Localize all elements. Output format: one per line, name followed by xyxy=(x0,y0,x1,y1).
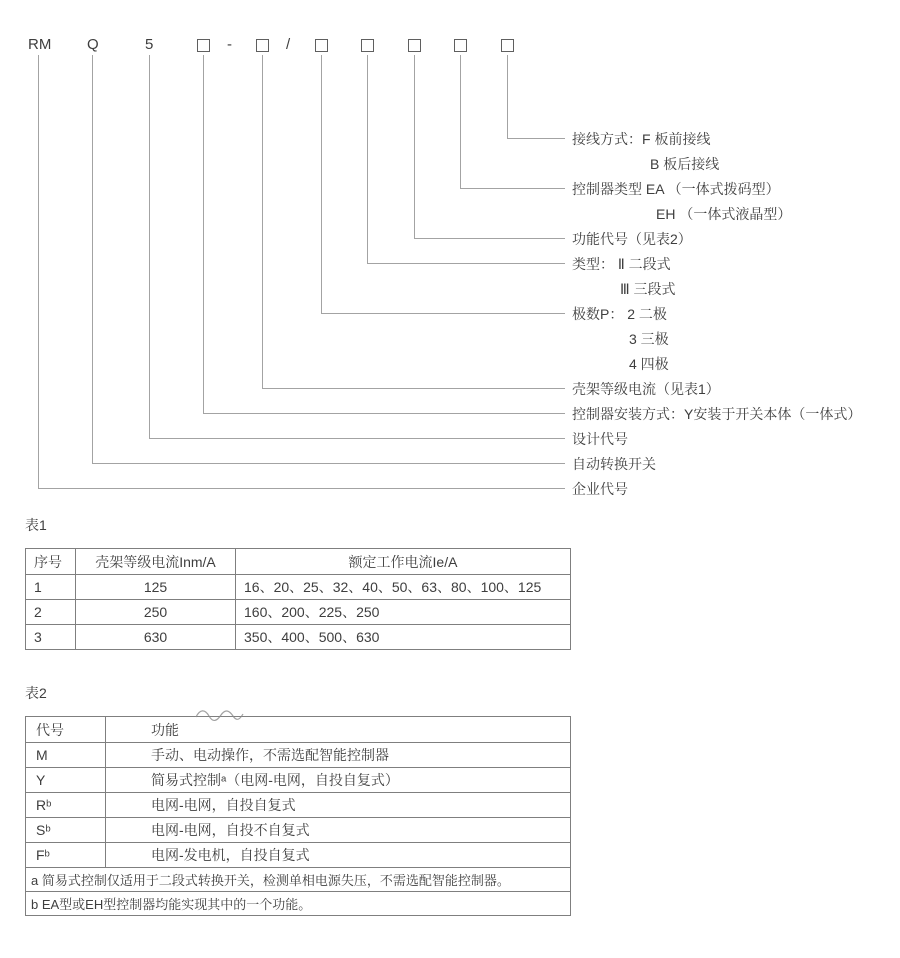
table-cell: 电网-电网，自投自复式 xyxy=(106,793,571,818)
code-design-no: 5 xyxy=(145,36,154,53)
table-row xyxy=(26,818,571,843)
table-cell: 手动、电动操作，不需选配智能控制器 xyxy=(106,743,571,768)
table-cell: 160、200、225、250 xyxy=(236,600,571,625)
footnote-b: b EA型或EH型控制器均能实现其中的一个功能。 xyxy=(26,892,571,916)
code-switch-type: Q xyxy=(87,36,99,53)
code-placeholder-box xyxy=(256,39,269,52)
table-cell: 250 xyxy=(76,600,236,625)
label-wiring-rear: B 板后接线 xyxy=(650,156,720,172)
table-cell: 125 xyxy=(76,575,236,600)
code-placeholder-box xyxy=(361,39,374,52)
table-cell: 3 xyxy=(26,625,76,650)
label-controller-mounting: 控制器安装方式：Y安装于开关本体（一体式） xyxy=(572,406,862,422)
table-cell: 简易式控制ᵃ（电网-电网，自投自复式） xyxy=(106,768,571,793)
table-row xyxy=(26,793,571,818)
label-frame-current: 壳架等级电流（见表1） xyxy=(572,381,720,397)
footnote-a: a 简易式控制仅适用于二段式转换开关，检测单相电源失压，不需选配智能控制器。 xyxy=(26,868,571,892)
table2 xyxy=(25,716,571,916)
code-enterprise: RM xyxy=(28,36,52,53)
code-slash: / xyxy=(286,36,291,53)
label-wiring-method: 接线方式：F 板前接线 xyxy=(572,131,711,147)
code-placeholder-box xyxy=(408,39,421,52)
table-cell: 电网-发电机，自投自复式 xyxy=(106,843,571,868)
table-cell: Rᵇ xyxy=(26,793,106,818)
code-placeholder-box xyxy=(197,39,210,52)
table-cell: M xyxy=(26,743,106,768)
column-header: 壳架等级电流Inm/A xyxy=(76,549,236,575)
table-header-row xyxy=(26,717,571,743)
table-cell: 1 xyxy=(26,575,76,600)
label-poles-three: 3 三极 xyxy=(629,331,669,347)
table1-caption: 表1 xyxy=(25,517,47,533)
label-function-code: 功能代号（见表2） xyxy=(572,231,692,247)
connector-line xyxy=(38,55,565,489)
table-row xyxy=(26,600,571,625)
table-cell: 16、20、25、32、40、50、63、80、100、125 xyxy=(236,575,571,600)
label-type-two-stage: 类型： Ⅱ 二段式 xyxy=(572,256,671,272)
table-row xyxy=(26,843,571,868)
table-row xyxy=(26,575,571,600)
label-poles-four: 4 四极 xyxy=(629,356,669,372)
code-placeholder-box xyxy=(454,39,467,52)
code-dash: - xyxy=(227,36,232,53)
label-design-code: 设计代号 xyxy=(572,431,628,447)
label-type-three-stage: Ⅲ 三段式 xyxy=(620,281,676,297)
table-footnote-row xyxy=(26,892,571,916)
label-controller-type: 控制器类型 EA （一体式拨码型） xyxy=(572,181,780,197)
table2-caption: 表2 xyxy=(25,685,47,701)
label-enterprise-code: 企业代号 xyxy=(572,481,628,497)
column-header: 代号 xyxy=(26,717,106,743)
table-cell: 电网-电网，自投不自复式 xyxy=(106,818,571,843)
scan-artifact-squiggle xyxy=(193,707,245,723)
table-cell: 350、400、500、630 xyxy=(236,625,571,650)
column-header: 序号 xyxy=(26,549,76,575)
code-placeholder-box xyxy=(501,39,514,52)
column-header: 额定工作电流Ie/A xyxy=(236,549,571,575)
table-cell: Sᵇ xyxy=(26,818,106,843)
table-row xyxy=(26,768,571,793)
table-row xyxy=(26,743,571,768)
table-row xyxy=(26,625,571,650)
table-footnote-row xyxy=(26,868,571,892)
code-placeholder-box xyxy=(315,39,328,52)
table-cell: 630 xyxy=(76,625,236,650)
table-cell: Y xyxy=(26,768,106,793)
label-controller-type-eh: EH （一体式液晶型） xyxy=(656,206,792,222)
table-header-row xyxy=(26,549,571,575)
table-cell: 2 xyxy=(26,600,76,625)
column-header: 功能 xyxy=(106,717,571,743)
table-cell: Fᵇ xyxy=(26,843,106,868)
label-poles-two: 极数P： 2 二极 xyxy=(572,306,667,322)
table1 xyxy=(25,548,571,650)
label-auto-transfer-switch: 自动转换开关 xyxy=(572,456,656,472)
